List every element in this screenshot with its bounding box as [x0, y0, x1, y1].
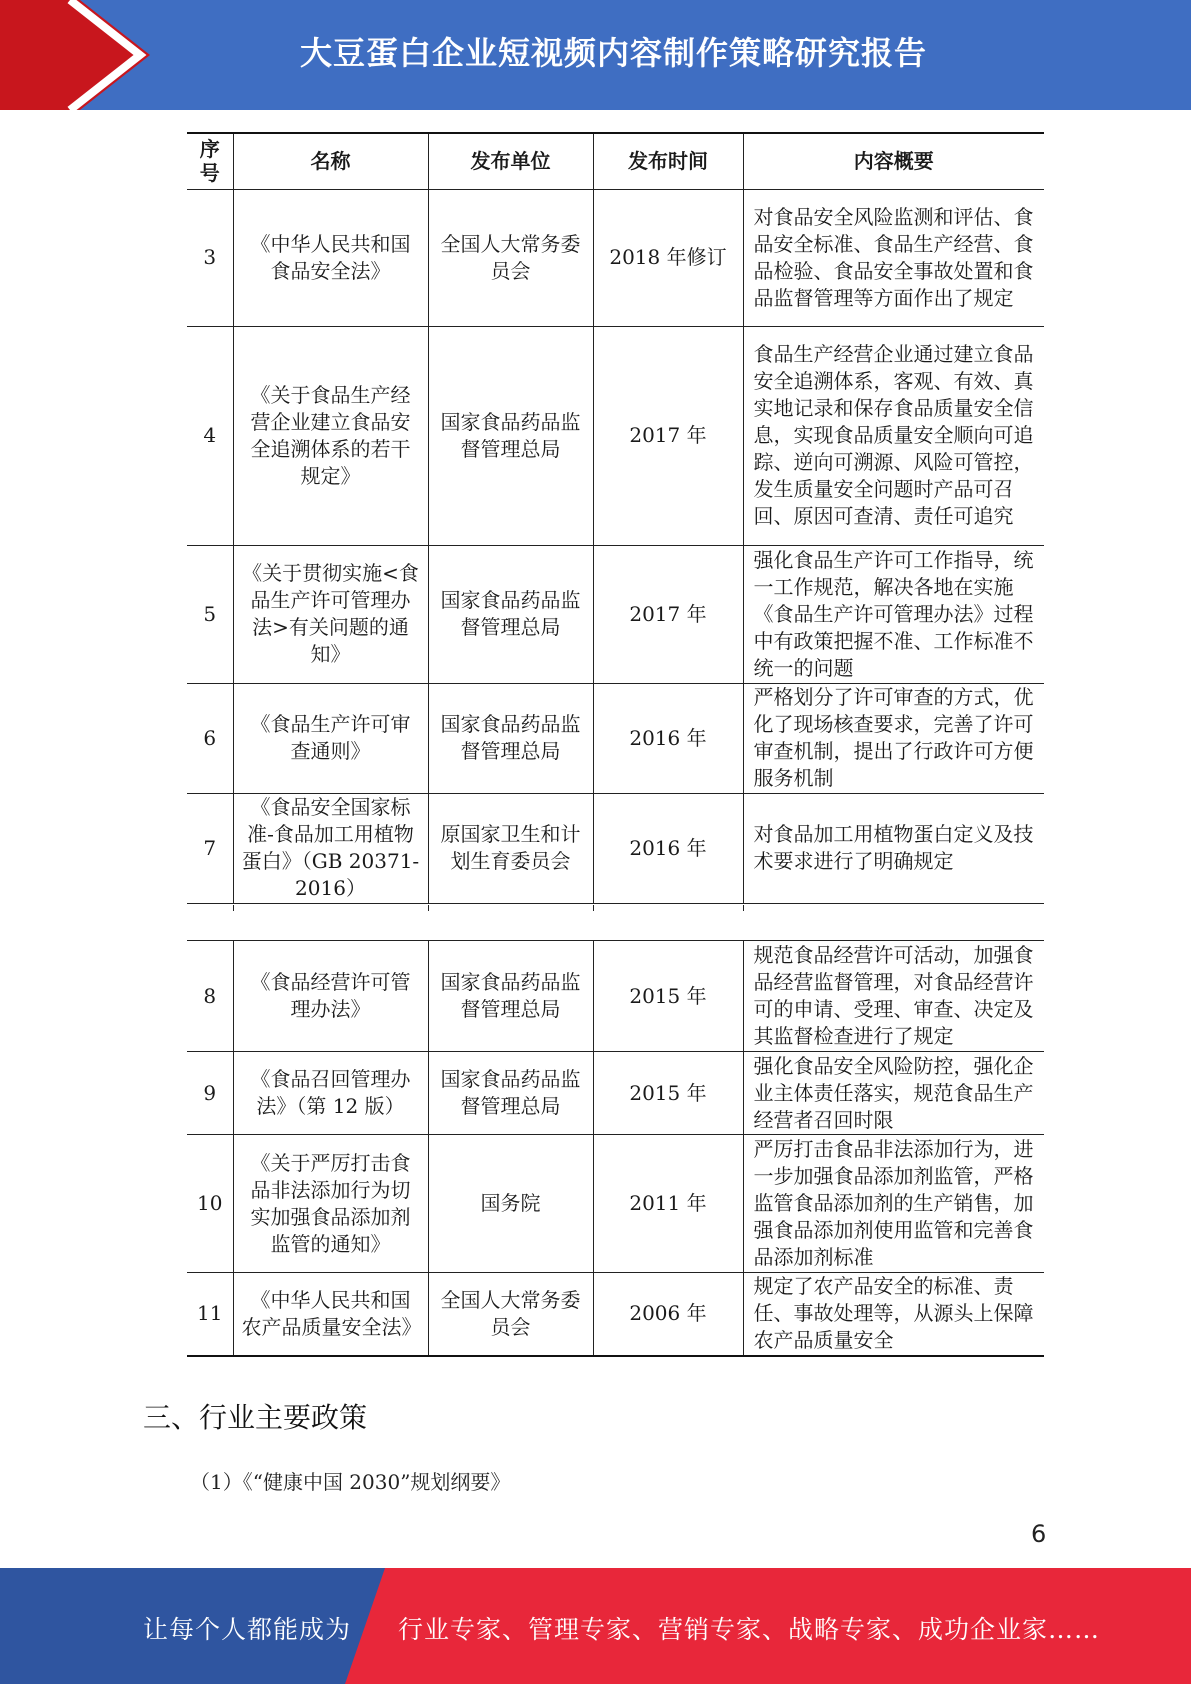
table-row [187, 1273, 1044, 1356]
cell-summary: 强化食品安全风险防控，强化企业主体责任落实，规范食品生产经营者召回时限 [743, 1052, 1044, 1135]
cell-date: 2017 年 [593, 326, 743, 545]
table-row [187, 326, 1044, 545]
header-no: 序号 [187, 133, 233, 189]
header-issuer: 发布单位 [428, 133, 593, 189]
header-summary: 内容概要 [743, 133, 1044, 189]
table-header-row [187, 133, 1044, 189]
table-row [187, 189, 1044, 326]
cell-issuer: 国家食品药品监督管理总局 [428, 1052, 593, 1135]
cell-summary: 严厉打击食品非法添加行为，进一步加强食品添加剂监管，严格监管食品添加剂的生产销售，加强食品添加剂使用监管和完善食品添加剂标准 [743, 1135, 1044, 1273]
cell-date: 2011 年 [593, 1135, 743, 1273]
table-row [187, 793, 1044, 903]
cell-no: 8 [187, 941, 233, 1052]
cell-summary: 对食品加工用植物蛋白定义及技术要求进行了明确规定 [743, 793, 1044, 903]
cell-no: 6 [187, 683, 233, 793]
column-stub [428, 905, 429, 911]
cell-issuer: 全国人大常务委员会 [428, 189, 593, 326]
regulation-table-part2 [187, 940, 1044, 1357]
cell-issuer: 国家食品药品监督管理总局 [428, 941, 593, 1052]
cell-name: 《关于贯彻实施<食品生产许可管理办法>有关问题的通知》 [233, 545, 428, 683]
cell-name: 《关于严厉打击食品非法添加行为切实加强食品添加剂监管的通知》 [233, 1135, 428, 1273]
cell-name: 《食品经营许可管理办法》 [233, 941, 428, 1052]
cell-name: 《食品召回管理办法》（第 12 版） [233, 1052, 428, 1135]
cell-summary: 食品生产经营企业通过建立食品安全追溯体系，客观、有效、真实地记录和保存食品质量安全信息，实现食品质量安全顺向可追踪、逆向可溯源、风险可管控，发生质量安全问题时产品可召回、原因可查清、责任可追究 [743, 326, 1044, 545]
cell-no: 4 [187, 326, 233, 545]
cell-no: 5 [187, 545, 233, 683]
cell-issuer: 国家食品药品监督管理总局 [428, 326, 593, 545]
footer-slogan-right: 行业专家、管理专家、营销专家、战略专家、成功企业家…… [398, 1615, 1101, 1644]
cell-issuer: 国家食品药品监督管理总局 [428, 545, 593, 683]
report-title: 大豆蛋白企业短视频内容制作策略研究报告 [300, 34, 928, 72]
cell-no: 11 [187, 1273, 233, 1356]
cell-issuer: 国务院 [428, 1135, 593, 1273]
cell-name: 《食品安全国家标准-食品加工用植物蛋白》（GB 20371-2016） [233, 793, 428, 903]
cell-no: 10 [187, 1135, 233, 1273]
column-stub [743, 905, 744, 911]
table-row [187, 545, 1044, 683]
cell-no: 9 [187, 1052, 233, 1135]
cell-summary: 强化食品生产许可工作指导，统一工作规范，解决各地在实施《食品生产许可管理办法》过程中有政策把握不准、工作标准不统一的问题 [743, 545, 1044, 683]
cell-name: 《关于食品生产经营企业建立食品安全追溯体系的若干规定》 [233, 326, 428, 545]
cell-issuer: 原国家卫生和计划生育委员会 [428, 793, 593, 903]
regulation-table-part1 [187, 132, 1044, 904]
cell-date: 2015 年 [593, 1052, 743, 1135]
cell-summary: 对食品安全风险监测和评估、食品安全标准、食品生产经营、食品检验、食品安全事故处置和食品监督管理等方面作出了规定 [743, 189, 1044, 326]
footer-slogan-left: 让每个人都能成为 [143, 1615, 352, 1644]
cell-no: 3 [187, 189, 233, 326]
cell-date: 2006 年 [593, 1273, 743, 1356]
cell-date: 2015 年 [593, 941, 743, 1052]
cell-summary: 严格划分了许可审查的方式，优化了现场核查要求，完善了许可审查机制，提出了行政许可方便服务机制 [743, 683, 1044, 793]
cell-no: 7 [187, 793, 233, 903]
column-stub [593, 905, 594, 911]
page-footer [0, 1568, 1191, 1684]
table-row [187, 1052, 1044, 1135]
cell-summary: 规范食品经营许可活动，加强食品经营监督管理，对食品经营许可的申请、受理、审查、决定及其监督检查进行了规定 [743, 941, 1044, 1052]
cell-date: 2018 年修订 [593, 189, 743, 326]
header-name: 名称 [233, 133, 428, 189]
cell-name: 《食品生产许可审查通则》 [233, 683, 428, 793]
cell-date: 2016 年 [593, 793, 743, 903]
page-header [0, 0, 1191, 110]
cell-issuer: 国家食品药品监督管理总局 [428, 683, 593, 793]
page-number: 6 [1031, 1520, 1047, 1548]
cell-date: 2017 年 [593, 545, 743, 683]
cell-issuer: 全国人大常务委员会 [428, 1273, 593, 1356]
policy-list-item: （1）《“健康中国 2030”规划纲要》 [190, 1470, 511, 1494]
table-row [187, 941, 1044, 1052]
table-row [187, 1135, 1044, 1273]
header-date: 发布时间 [593, 133, 743, 189]
column-stub [233, 905, 234, 911]
cell-date: 2016 年 [593, 683, 743, 793]
cell-name: 《中华人民共和国食品安全法》 [233, 189, 428, 326]
cell-name: 《中华人民共和国农产品质量安全法》 [233, 1273, 428, 1356]
cell-summary: 规定了农产品安全的标准、责任、事故处理等，从源头上保障农产品质量安全 [743, 1273, 1044, 1356]
table-row [187, 683, 1044, 793]
section-heading: 三、行业主要政策 [143, 1401, 368, 1434]
